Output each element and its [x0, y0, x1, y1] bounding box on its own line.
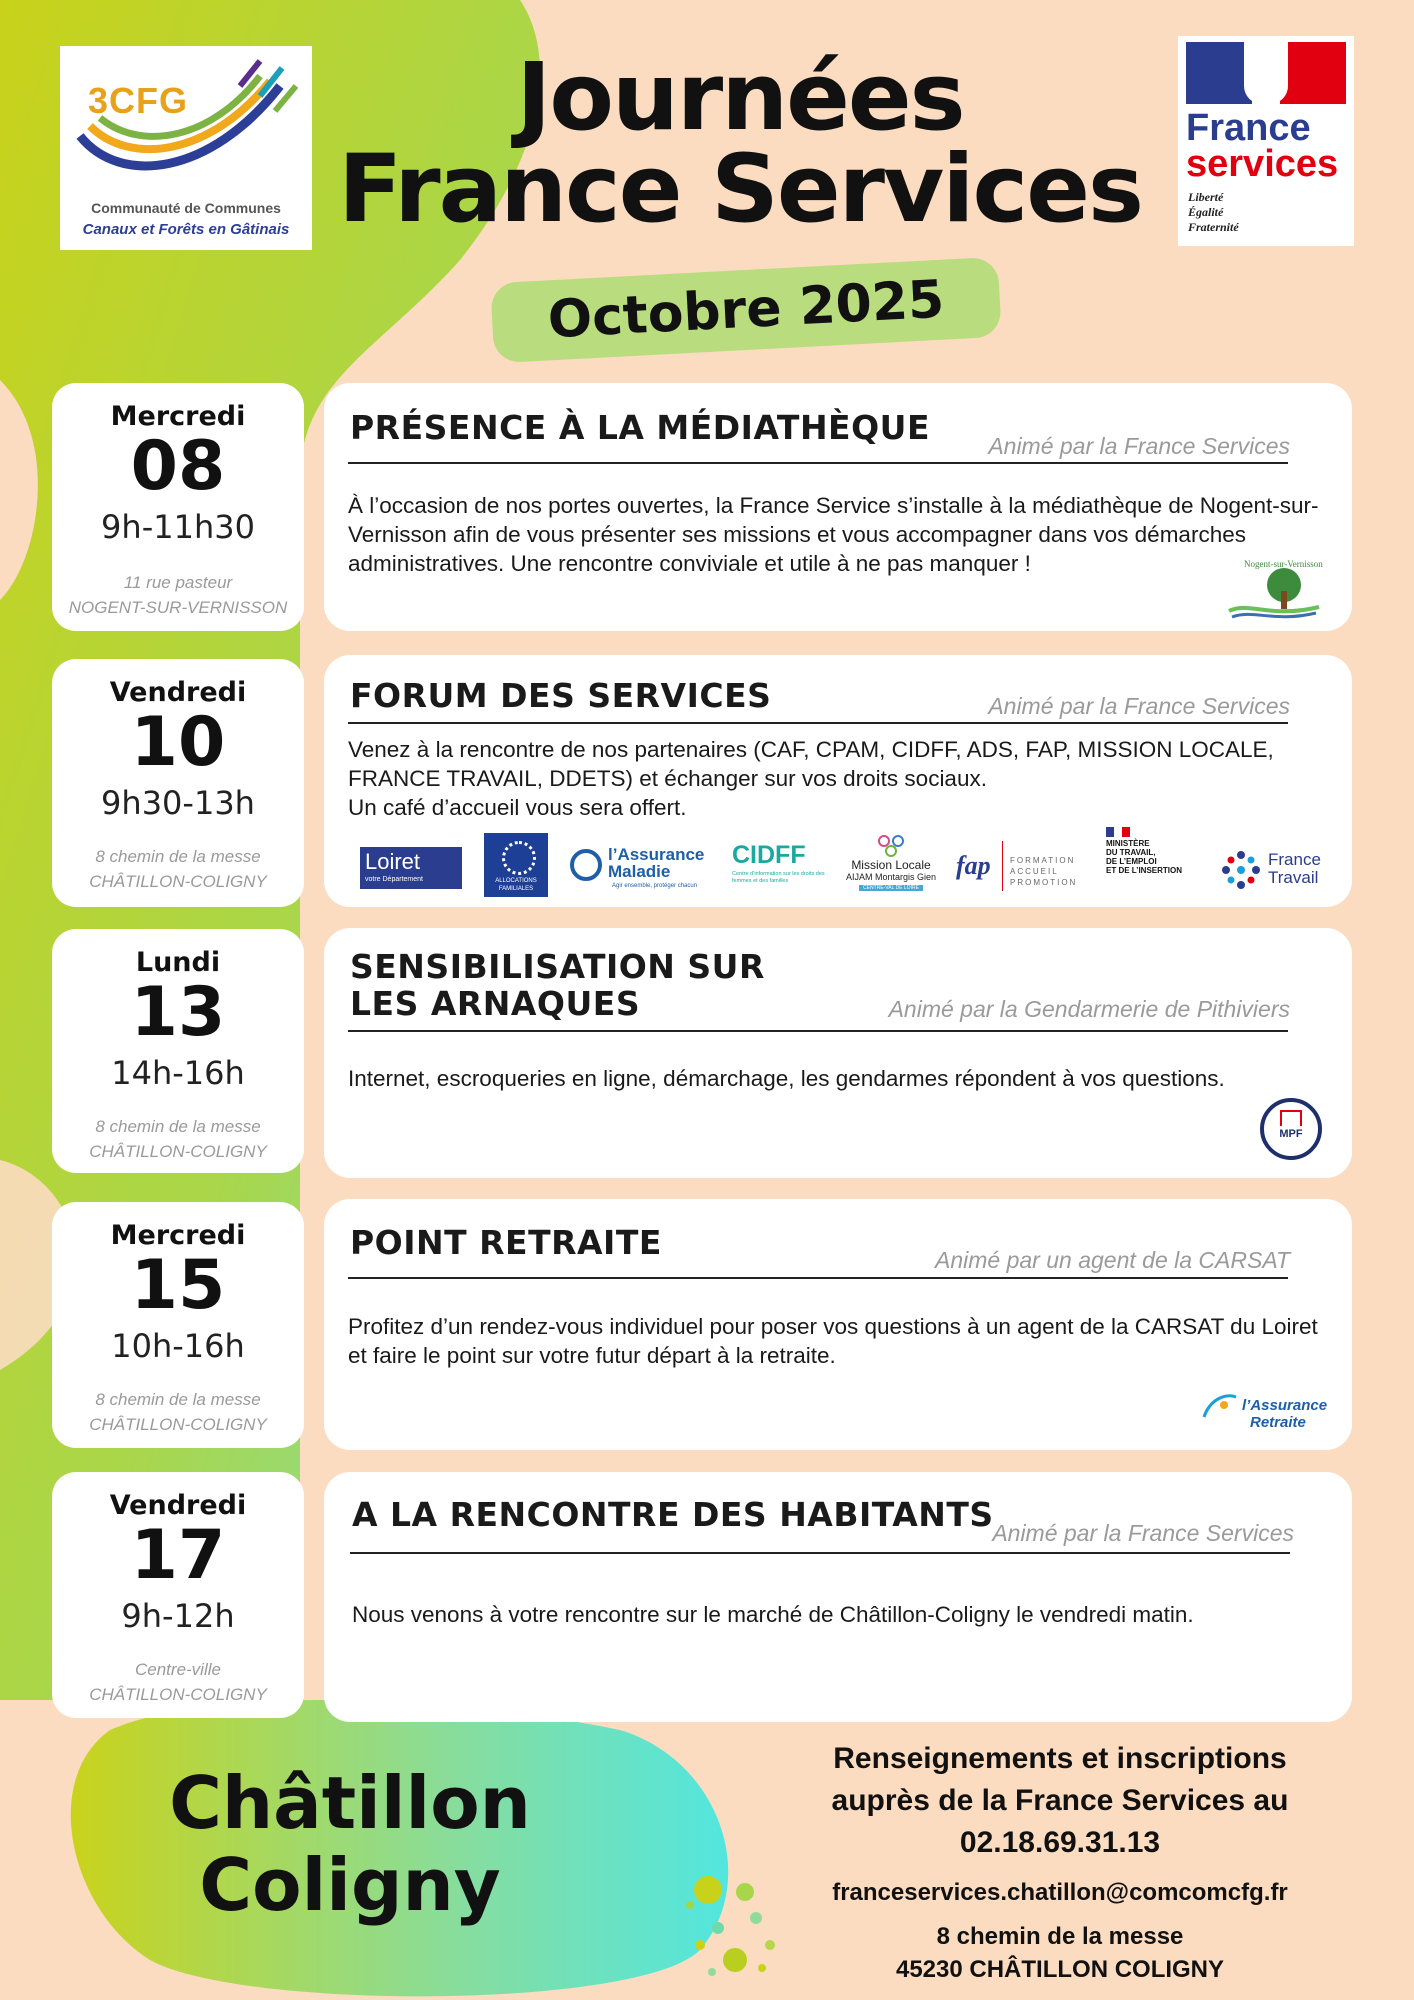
date-card: [52, 1202, 304, 1448]
partner-cidff-logo: [732, 841, 828, 887]
ministere-label: [1106, 839, 1206, 875]
fap-sublabel: PROMOTION: [1010, 878, 1078, 887]
fs-line1: France: [1186, 107, 1311, 149]
event-animator: Animé par la France Services: [992, 1520, 1294, 1546]
footer-city: [150, 1762, 550, 1926]
event-title-line: LES ARNAQUES: [350, 984, 641, 1023]
contact-line2: auprès de la France Services au: [831, 1784, 1289, 1817]
dot: [708, 1968, 716, 1976]
ministere-line: ET DE L’INSERTION: [1106, 866, 1183, 875]
3cfg-brand: 3CFG: [88, 80, 189, 121]
mission-locale-icon: [874, 833, 908, 859]
dot: [695, 1940, 705, 1950]
ministere-line: MINISTÈRE: [1106, 839, 1150, 848]
mpf-house-icon: [1280, 1110, 1302, 1126]
cpam-label1: l’Assurance: [608, 845, 705, 864]
dot: [736, 1883, 754, 1901]
date-hours: 9h-11h30: [101, 508, 255, 546]
logo-3cfg: [60, 46, 312, 250]
partner-ministere-logo: [1106, 827, 1206, 899]
partner-cpam-logo: [568, 845, 720, 893]
3cfg-line2: Canaux et Forêts en Gâtinais: [82, 221, 290, 238]
caf-icon: [502, 841, 536, 875]
event-title: POINT RETRAITE: [350, 1223, 662, 1262]
event-title-line: SENSIBILISATION SUR: [350, 947, 765, 986]
ministere-line: DE L’EMPLOI: [1106, 857, 1157, 866]
nogent-logo: [1224, 561, 1324, 621]
address-line2: CHÂTILLON-COLIGNY: [89, 872, 267, 891]
date-card: [52, 383, 304, 631]
divider: [348, 722, 1288, 724]
loiret-sublabel: votre Département: [365, 876, 423, 883]
date-hours: 10h-16h: [111, 1327, 245, 1365]
dot: [750, 1912, 762, 1924]
address-line1: 8 chemin de la messe: [95, 1390, 261, 1409]
loiret-label: Loiret: [365, 849, 421, 874]
date-address: [52, 844, 304, 894]
description-line: Un café d’accueil vous sera offert.: [348, 795, 687, 820]
marianne-icon: [1186, 42, 1346, 104]
month-label: Octobre 2025: [546, 269, 946, 351]
event-title: PRÉSENCE À LA MÉDIATHÈQUE: [350, 408, 930, 447]
fap-divider: [1002, 841, 1003, 891]
date-address: [52, 1657, 304, 1707]
event-description: À l’occasion de nos portes ouvertes, la France Service s’installe à la médiathèque de Nogent-sur-Vernisson afin de vous présenter ses missions et vous accompagner dans vos démarches administratives. Une rencontre conviviale et utile à ne pas manquer !: [348, 493, 1319, 576]
date-card: [52, 929, 304, 1173]
partner-mission-locale-logo: [844, 833, 938, 899]
event-card: [324, 383, 1352, 631]
date-day: Mercredi: [110, 1220, 246, 1251]
date-address: [52, 1387, 304, 1437]
event-animator: Animé par un agent de la CARSAT: [935, 1247, 1290, 1273]
description-line: Venez à la rencontre de nos partenaires (CAF, CPAM, CIDFF, ADS, FAP, MISSION LOCALE, FRANCE TRAVAIL, DDETS) et échanger sur vos droits sociaux.: [348, 737, 1274, 791]
page-title: [330, 43, 1150, 244]
date-number: 15: [130, 1246, 226, 1325]
date-day: Vendredi: [109, 1490, 247, 1521]
city-line2: Coligny: [199, 1843, 501, 1927]
assurance-retraite-icon: [1200, 1387, 1240, 1427]
date-hours: 9h30-13h: [101, 784, 255, 822]
cpam-label2: Maladie: [608, 862, 671, 881]
event-description: Nous venons à votre rencontre sur le marché de Châtillon-Coligny le vendredi matin.: [352, 1602, 1194, 1627]
assurance-retraite-label2: Retraite: [1250, 1414, 1306, 1431]
event-card: [324, 1472, 1352, 1722]
cidff-label: CIDFF: [732, 841, 806, 869]
ml-label1: Mission Locale: [851, 858, 931, 872]
partner-fap-logo: [956, 831, 1076, 897]
address-line2: NOGENT-SUR-VERNISSON: [68, 598, 288, 617]
partner-caf-logo: [484, 833, 548, 897]
fap-sublabels: [1010, 855, 1077, 888]
france-travail-icon: [1220, 849, 1262, 891]
contact-phone[interactable]: 02.18.69.31.13: [959, 1826, 1161, 1859]
contact-address-line1: 8 chemin de la messe: [936, 1923, 1184, 1950]
date-address: [52, 1114, 304, 1164]
date-number: 13: [130, 973, 226, 1052]
france-travail-label1: France: [1268, 850, 1321, 869]
ml-label2: AIJAM Montargis Gien: [845, 872, 937, 882]
date-card: [52, 659, 304, 907]
divider: [348, 1030, 1288, 1032]
date-number: 10: [130, 703, 226, 782]
nogent-logo-text: Nogent-sur-Vernisson: [1244, 559, 1323, 569]
divider: [350, 1552, 1290, 1554]
mpf-logo: [1260, 1098, 1322, 1160]
ministere-line: DU TRAVAIL,: [1106, 848, 1156, 857]
cpam-icon: [570, 849, 602, 881]
date-number: 17: [130, 1516, 226, 1595]
address-line1: 8 chemin de la messe: [95, 847, 261, 866]
motto-fraternite: Fraternité: [1188, 220, 1239, 234]
event-title: FORUM DES SERVICES: [350, 676, 772, 715]
event-title: A LA RENCONTRE DES HABITANTS: [352, 1495, 994, 1534]
address-line2: CHÂTILLON-COLIGNY: [89, 1142, 267, 1161]
event-animator: Animé par la Gendarmerie de Pithiviers: [888, 996, 1290, 1022]
dot: [686, 1901, 694, 1909]
address-line1: 8 chemin de la messe: [95, 1117, 261, 1136]
3cfg-line1: Communauté de Communes: [91, 200, 281, 216]
date-day: Lundi: [135, 947, 221, 978]
contact-info: [800, 1738, 1320, 1864]
contact-address: [800, 1920, 1320, 1986]
event-animator: Animé par la France Services: [988, 433, 1290, 459]
event-description: Internet, escroqueries en ligne, démarchage, les gendarmes répondent à vos questions.: [348, 1066, 1225, 1091]
date-day: Mercredi: [110, 401, 246, 432]
logo-france-services: [1178, 36, 1354, 246]
city-line1: Châtillon: [169, 1761, 531, 1845]
fs-motto: [1188, 190, 1239, 235]
assurance-retraite-logo: [1200, 1383, 1330, 1433]
address-line1: Centre-ville: [135, 1660, 221, 1679]
partner-france-travail-logo: [1220, 847, 1332, 893]
dot: [694, 1876, 722, 1904]
assurance-retraite-label1: l’Assurance: [1242, 1397, 1328, 1414]
contact-line1: Renseignements et inscriptions: [833, 1742, 1287, 1775]
event-title: [350, 948, 765, 1022]
date-address: [52, 570, 304, 620]
event-card: [324, 928, 1352, 1178]
event-description: [348, 735, 1338, 822]
cidff-sublabel: Centre d’information sur les droits des femmes et des familles: [732, 871, 825, 884]
title-line2: France Services: [338, 135, 1142, 244]
divider: [348, 462, 1288, 464]
event-description: Profitez d’un rendez-vous individuel pour poser vos questions à un agent de la CARSAT du Loiret et faire le point sur votre futur départ à la retraite.: [348, 1314, 1318, 1368]
tree-icon: [1224, 561, 1324, 621]
partner-loiret-logo: [360, 847, 462, 889]
ministere-flag-icon: [1106, 827, 1130, 837]
contact-address-line2: 45230 CHÂTILLON COLIGNY: [895, 1956, 1225, 1983]
date-number: 08: [130, 427, 226, 506]
title-line1: Journées: [516, 43, 964, 152]
address-line2: CHÂTILLON-COLIGNY: [89, 1685, 267, 1704]
event-card: [324, 655, 1352, 907]
dot: [758, 1964, 766, 1972]
date-card: [52, 1472, 304, 1718]
ml-label3: CENTRE-VAL DE LOIRE: [859, 885, 923, 891]
france-travail-label2: Travail: [1268, 868, 1319, 887]
event-card: [324, 1199, 1352, 1450]
caf-label: ALLOCATIONS FAMILIALES: [495, 878, 537, 892]
fs-line2: services: [1186, 143, 1339, 185]
mpf-label: MPF: [1279, 1128, 1303, 1140]
dot: [712, 1922, 724, 1934]
dot: [723, 1948, 747, 1972]
fap-label: fap: [956, 851, 991, 880]
divider: [348, 1277, 1288, 1279]
motto-liberte: Liberté: [1188, 190, 1224, 204]
fap-sublabel: FORMATION: [1010, 856, 1076, 865]
motto-egalite: Égalité: [1188, 205, 1224, 219]
event-animator: Animé par la France Services: [988, 693, 1290, 719]
fap-sublabel: ACCUEIL: [1010, 867, 1059, 876]
cpam-sublabel: Agir ensemble, protéger chacun: [612, 883, 698, 889]
contact-email[interactable]: franceservices.chatillon@comcomcfg.fr: [832, 1879, 1288, 1906]
date-hours: 9h-12h: [121, 1597, 235, 1635]
date-hours: 14h-16h: [111, 1054, 245, 1092]
date-day: Vendredi: [109, 677, 247, 708]
dot: [765, 1940, 775, 1950]
address-line2: CHÂTILLON-COLIGNY: [89, 1415, 267, 1434]
address-line1: 11 rue pasteur: [123, 573, 233, 592]
